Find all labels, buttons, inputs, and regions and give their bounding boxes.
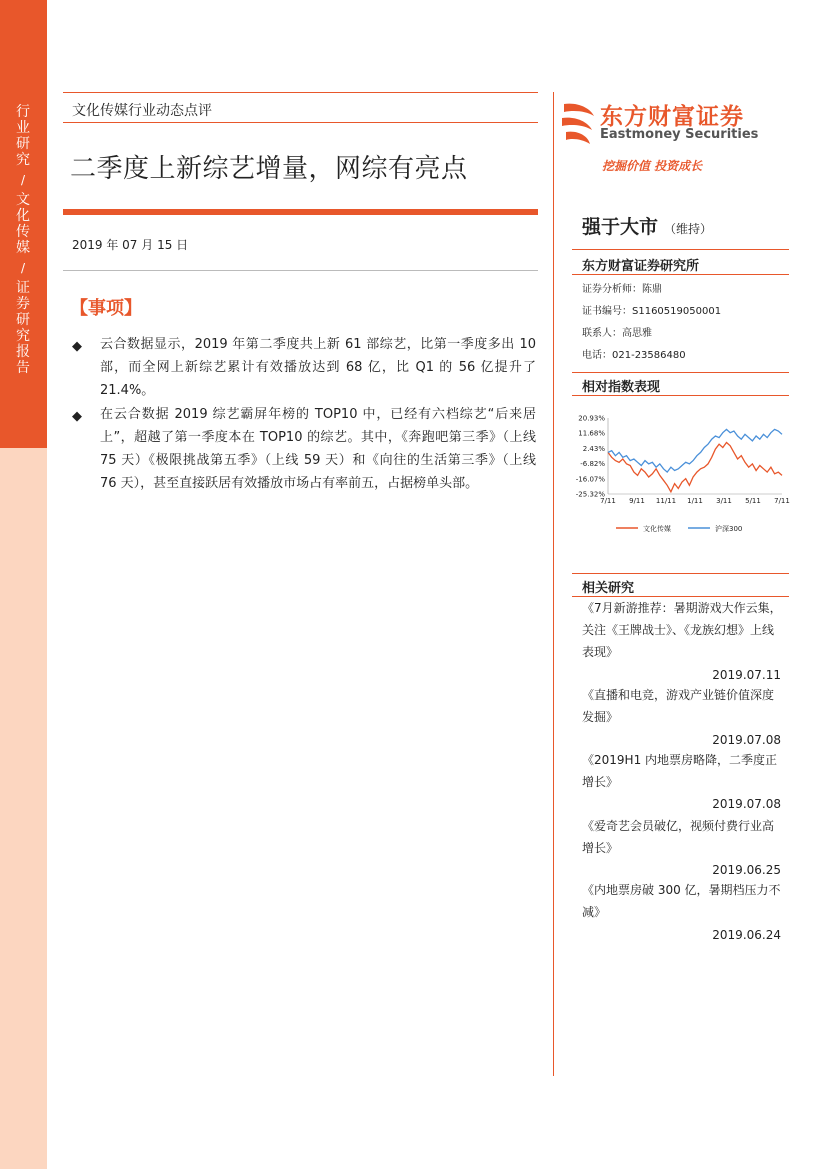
related-rule-top <box>572 573 789 574</box>
y-tick-label: 11.68% <box>578 429 605 438</box>
related-item-date: 2019.06.24 <box>712 928 781 942</box>
brand-name-en: Eastmoney Securities <box>600 127 759 142</box>
y-tick-label: 20.93% <box>578 414 605 423</box>
bullet-item <box>70 403 536 495</box>
report-date: 2019 年 07 月 15 日 <box>72 238 189 252</box>
legend-label: 文化传媒 <box>643 525 671 533</box>
side-category-label <box>11 104 35 376</box>
rating <box>582 212 712 239</box>
bullet-item <box>70 333 536 402</box>
contact-name: 联系人：高思雅 <box>582 328 652 339</box>
related-item-title[interactable]: 《直播和电竞，游戏产业链价值深度发掘》 <box>582 688 775 724</box>
x-tick-label: 11/11 <box>655 497 677 505</box>
diamond-bullet-icon: ◆ <box>72 409 82 424</box>
bullet-text: 云合数据显示，2019 年第二季度共上新 61 部综艺，比第一季度多出 10 部，而全网上新综艺累计有效播放达到 68 亿，比 Q1 的 56 亿提升了 21.4%。 <box>100 337 536 398</box>
column-divider <box>553 92 554 1076</box>
related-item-date: 2019.07.11 <box>712 668 781 682</box>
side-segment-2: 文化传媒 <box>16 192 30 256</box>
report-type: 文化传媒行业动态点评 <box>72 103 212 119</box>
related-item-date: 2019.07.08 <box>712 733 781 747</box>
institute-name: 东方财富证券研究所 <box>582 259 700 274</box>
brand-name-cn: 东方财富证券 <box>600 104 744 130</box>
performance-rule-top <box>572 372 789 373</box>
related-item-date: 2019.07.08 <box>712 797 781 811</box>
phone-number: 电话：021-23586480 <box>582 350 686 361</box>
analyst-name: 证券分析师：陈鼎 <box>582 284 662 295</box>
y-tick-label: 2.43% <box>582 444 605 453</box>
related-item-title[interactable]: 《爱奇艺会员破亿，视频付费行业高增长》 <box>582 819 775 855</box>
bullet-text: 在云合数据 2019 综艺霸屏年榜的 TOP10 中，已经有六档综艺“后来居上”，超越了第一季度本在 TOP10 的综艺。其中，《奔跑吧第三季》（上线 75 天）《极限挑战第五季》（上线 59 天）和《向往的生活第三季》（上线 76 天），甚至直接跃居有效播放市场占有率前五，占据榜单头部。 <box>100 407 536 491</box>
side-separator: / <box>20 261 26 275</box>
x-tick-label: 9/11 <box>629 497 645 505</box>
related-item-title[interactable]: 《2019H1 内地票房略降，二季度正增长》 <box>582 753 778 789</box>
cert-number: 证书编号：S1160519050001 <box>582 306 722 317</box>
side-segment-3: 证券研究报告 <box>16 280 30 376</box>
x-tick-label: 1/11 <box>687 497 703 505</box>
x-tick-label: 7/11 <box>600 497 616 505</box>
related-item-date: 2019.06.25 <box>712 863 781 877</box>
page-title: 二季度上新综艺增量，网综有亮点 <box>70 154 468 184</box>
x-tick-label: 3/11 <box>716 497 732 505</box>
side-segment-1: 行业研究 <box>16 104 30 168</box>
institute-rule <box>572 274 789 275</box>
relative-performance-chart <box>572 408 790 538</box>
section-heading: 【事项】 <box>70 298 142 319</box>
series-line-2 <box>608 429 782 472</box>
y-tick-label: -25.32% <box>575 490 605 499</box>
rating-status: （维持） <box>664 222 713 236</box>
legend-label: 沪深300 <box>715 525 743 533</box>
performance-rule-bottom <box>572 395 789 396</box>
header-rule-bottom <box>63 122 538 123</box>
x-tick-label: 7/11 <box>774 497 790 505</box>
diamond-bullet-icon: ◆ <box>72 339 82 354</box>
y-tick-label: -6.82% <box>580 460 605 469</box>
y-tick-label: -16.07% <box>575 475 605 484</box>
rating-label: 强于大市 <box>582 216 659 238</box>
header-rule-top <box>63 92 538 93</box>
rating-rule <box>572 249 789 250</box>
related-item-title[interactable]: 《7月新游推荐：暑期游戏大作云集，关注《王牌战士》、《龙族幻想》上线表现》 <box>582 601 782 659</box>
related-item-title[interactable]: 《内地票房破 300 亿，暑期档压力不减》 <box>582 883 781 919</box>
series-line-1 <box>608 443 782 492</box>
x-tick-label: 5/11 <box>745 497 761 505</box>
brand-slogan: 挖掘价值 投资成长 <box>602 159 703 173</box>
side-separator: / <box>20 173 26 187</box>
date-rule <box>63 270 538 271</box>
related-research-title: 相关研究 <box>582 581 635 596</box>
title-accent-bar <box>63 209 538 215</box>
performance-title: 相对指数表现 <box>582 380 661 395</box>
